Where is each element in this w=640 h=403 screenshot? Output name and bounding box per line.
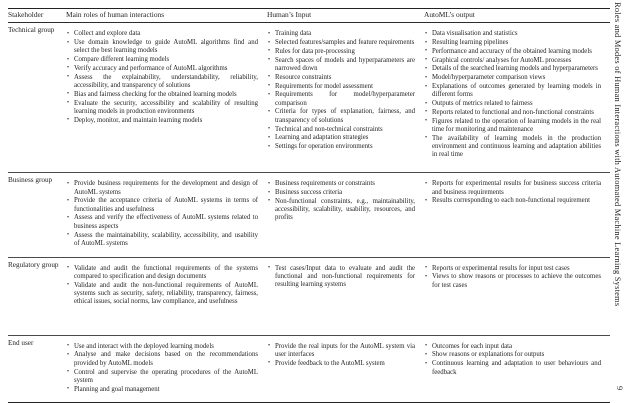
bullet-item: • Reports or experimental results for input test cases xyxy=(424,265,601,273)
bullet-item: • Test cases/Input data to evaluate and audit the functional and non-functional requirements for resulting learning systems xyxy=(267,265,415,290)
bullet-item: • Provide the real inputs for the AutoML system via user interfaces xyxy=(267,343,415,360)
cell-humans-input xyxy=(267,257,424,335)
bullet-list xyxy=(424,180,601,205)
bullet-item: • Provide the acceptance criteria of AutoML systems in terms of functionalities and usefulness xyxy=(66,197,258,214)
bullet-item: • Validate and audit the non-functional requirements of AutoML systems such as security, safety, reliability, transparency, fairness, ethical issues, social norms, law compliance, and usefulness xyxy=(66,282,258,307)
bullet-item: • Results corresponding to each non-functional requirement xyxy=(424,197,601,205)
bullet-item: • Analyse and make decisions based on the recommendations provided by AutoML models xyxy=(66,351,258,368)
cell-humans-input xyxy=(267,173,424,257)
bullet-item: • Use and interact with the deployed learning models xyxy=(66,343,258,351)
bullet-item: • Resource constraints xyxy=(267,74,415,82)
col-header-humans-input: Human’s Input xyxy=(267,9,424,23)
cell-main-roles xyxy=(66,23,267,173)
cell-main-roles xyxy=(66,173,267,257)
bullet-item: • Provide feedback to the AutoML system xyxy=(267,360,415,368)
cell-automl-output xyxy=(424,335,610,403)
bullet-item: • Provide business requirements for the development and design of AutoML systems xyxy=(66,180,258,197)
bullet-item: • Assess and verify the effectiveness of AutoML systems related to business aspects xyxy=(66,214,258,231)
bullet-item: • Reports for experimental results for business success criteria and business requirements xyxy=(424,180,601,197)
bullet-list xyxy=(66,343,258,394)
stakeholder-label: Technical group xyxy=(8,23,66,173)
bullet-item: • Evaluate the security, accessibility and scalability of resulting learning models in production environments xyxy=(66,100,258,117)
bullet-item: • Technical and non-technical constraints xyxy=(267,126,415,134)
bullet-item: • Planning and goal management xyxy=(66,386,258,394)
table-body xyxy=(8,23,610,403)
bullet-item: • Verify accuracy and performance of AutoML algorithms xyxy=(66,65,258,73)
bullet-item: • Requirements for model assessment xyxy=(267,83,415,91)
bullet-item: • Figures related to the operation of learning models in the real time for monitoring and maintenance xyxy=(424,118,601,135)
running-title: Roles and Modes of Human Interactions with Automated Machine Learning Systems xyxy=(613,2,622,307)
bullet-item: • Details of the searched learning models and hyperparameters xyxy=(424,65,601,73)
cell-automl-output xyxy=(424,23,610,173)
col-header-stakeholder: Stakeholder xyxy=(8,9,66,23)
bullet-item: • Graphical controls/ analyses for AutoML processes xyxy=(424,57,601,65)
stakeholder-label: Regulatory group xyxy=(8,257,66,335)
bullet-item: • Reports related to functional and non-functional constraints xyxy=(424,109,601,117)
bullet-item: • Control and supervise the operating procedures of the AutoML system xyxy=(66,369,258,386)
roles-table xyxy=(8,8,610,403)
bullet-item: • Explanations of outcomes generated by learning models in different forms xyxy=(424,83,601,100)
bullet-item: • Collect and explore data xyxy=(66,30,258,38)
bullet-item: • Views to show reasons or processes to achieve the outcomes for test cases xyxy=(424,273,601,290)
bullet-list xyxy=(66,30,258,125)
bullet-item: • Resulting learning pipelines xyxy=(424,39,601,47)
bullet-item: • Training data xyxy=(267,30,415,38)
page-number: 9 xyxy=(615,386,624,391)
bullet-item: • Non-functional constraints, e.g., maintainability, accessibility, scalability, usability, resources, and profits xyxy=(267,198,415,223)
bullet-item: • Bias and fairness checking for the obtained learning models xyxy=(66,91,258,99)
bullet-item: • Business success criteria xyxy=(267,189,415,197)
cell-automl-output xyxy=(424,173,610,257)
bullet-item: • Model/hyperparameter comparison views xyxy=(424,74,601,82)
bullet-item: • Selected features/samples and feature requirements xyxy=(267,39,415,47)
table-row xyxy=(8,335,610,403)
bullet-item: • Validate and audit the functional requirements of the systems compared to specification and design documents xyxy=(66,265,258,282)
bullet-item: • Continuous learning and adaptation to user behaviours and feedback xyxy=(424,360,601,377)
bullet-item: • Outcomes for each input data xyxy=(424,343,601,351)
bullet-list xyxy=(267,30,415,151)
bullet-item: • Search spaces of models and hyperparameters are narrowed down xyxy=(267,57,415,74)
bullet-item: • Learning and adaptation strategies xyxy=(267,134,415,142)
bullet-item: • Use domain knowledge to guide AutoML algorithms find and select the best learning models xyxy=(66,39,258,56)
bullet-list xyxy=(267,265,415,290)
table-header-row xyxy=(8,9,610,23)
bullet-list xyxy=(424,343,601,377)
stakeholder-label: Business group xyxy=(8,173,66,257)
cell-humans-input xyxy=(267,335,424,403)
bullet-item: • Assess the explainability, understandability, reliability, accessibility, and transparency of solutions xyxy=(66,74,258,91)
bullet-item: • The availability of learning models in the production environment and continuous learning and adaptation abilities in real time xyxy=(424,135,601,160)
bullet-list xyxy=(267,180,415,222)
table-row xyxy=(8,257,610,335)
bullet-list xyxy=(66,180,258,248)
col-header-main-roles: Main roles of human interactions xyxy=(66,9,267,23)
bullet-item: • Criteria for types of explanation, fairness, and transparency of solutions xyxy=(267,108,415,125)
bullet-item: • Business requirements or constraints xyxy=(267,180,415,188)
bullet-item: • Requirements for model/hyperparameter comparison xyxy=(267,91,415,108)
bullet-item: • Compare different learning models xyxy=(66,56,258,64)
bullet-item: • Settings for operation environments xyxy=(267,143,415,151)
cell-automl-output xyxy=(424,257,610,335)
cell-main-roles xyxy=(66,335,267,403)
cell-humans-input xyxy=(267,23,424,173)
bullet-item: • Assess the maintainability, scalability, accessibility, and usability of AutoML systems xyxy=(66,232,258,249)
bullet-list xyxy=(424,30,601,159)
stakeholder-label: End user xyxy=(8,338,34,347)
col-header-automl-output: AutoML’s output xyxy=(424,9,610,23)
table-row xyxy=(8,23,610,173)
cell-main-roles xyxy=(66,257,267,335)
table-row xyxy=(8,173,610,257)
bullet-list xyxy=(424,265,601,290)
bullet-item: • Performance and accuracy of the obtained learning models xyxy=(424,48,601,56)
bullet-item: • Outputs of metrics related to fairness xyxy=(424,100,601,108)
bullet-item: • Show reasons or explanations for outputs xyxy=(424,351,601,359)
bullet-item: • Rules for data pre-processing xyxy=(267,48,415,56)
bullet-list xyxy=(267,343,415,368)
bullet-list xyxy=(66,265,258,307)
bullet-item: • Deploy, monitor, and maintain learning models xyxy=(66,117,258,125)
bullet-item: • Data visualisation and statistics xyxy=(424,30,601,38)
